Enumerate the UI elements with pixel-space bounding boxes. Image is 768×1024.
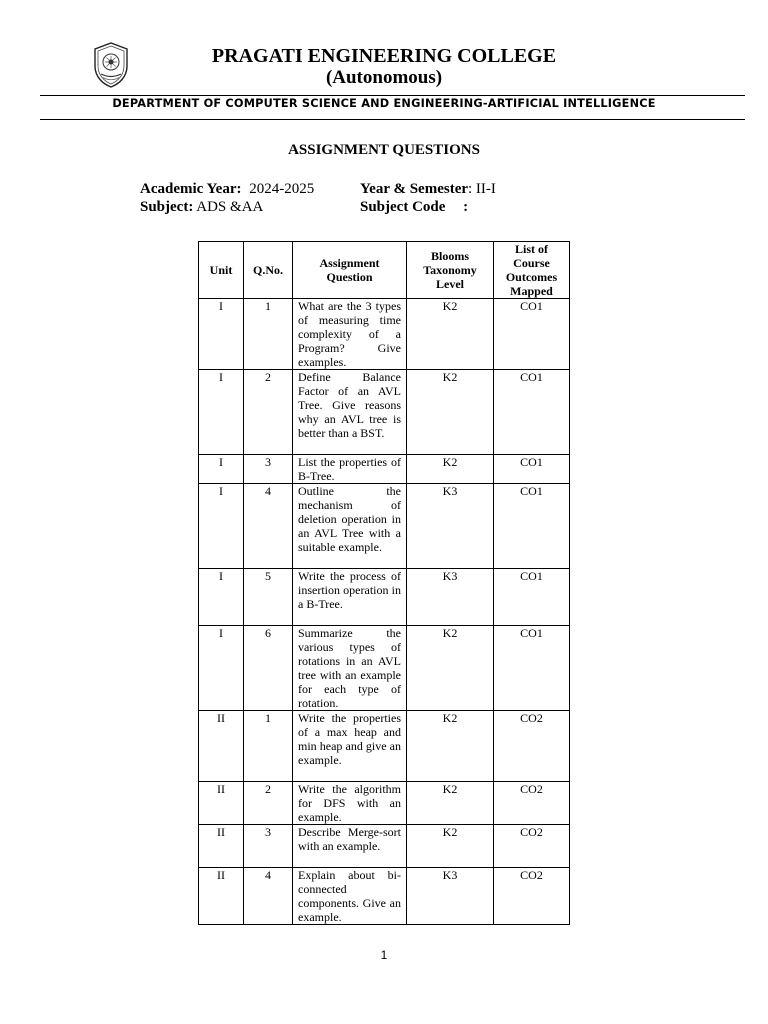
year-semester-label: Year & Semester — [360, 181, 469, 197]
row-course-outcome: CO1 — [494, 370, 570, 455]
row-question: Describe Merge-sort with an example. — [293, 825, 407, 868]
row-course-outcome: CO1 — [494, 569, 570, 626]
table-row — [199, 299, 570, 370]
row-course-outcome: CO1 — [494, 626, 570, 711]
table-row — [199, 868, 570, 925]
row-unit: I — [199, 455, 244, 484]
header-divider-bottom — [40, 119, 745, 120]
row-course-outcome: CO1 — [494, 299, 570, 370]
row-unit: I — [199, 569, 244, 626]
row-qno: 5 — [244, 569, 293, 626]
row-course-outcome: CO1 — [494, 455, 570, 484]
row-qno: 4 — [244, 484, 293, 569]
subject-code — [360, 198, 468, 216]
row-question: Write the algorithm for DFS with an example. — [293, 782, 407, 825]
row-question: List the properties of B-Tree. — [293, 455, 407, 484]
table-row — [199, 370, 570, 455]
row-question: Write the process of insertion operation in a B-Tree. — [293, 569, 407, 626]
row-question: What are the 3 types of measuring time complexity of a Program? Give examples. — [293, 299, 407, 370]
academic-year-label: Academic Year: — [140, 181, 242, 197]
college-name: PRAGATI ENGINEERING COLLEGE — [211, 45, 557, 67]
row-qno: 3 — [244, 455, 293, 484]
row-unit: II — [199, 868, 244, 925]
row-blooms-level: K3 — [407, 868, 494, 925]
academic-year-value: 2024-2025 — [249, 181, 315, 197]
row-qno: 2 — [244, 782, 293, 825]
row-blooms-level: K2 — [407, 825, 494, 868]
table-row — [199, 626, 570, 711]
header-course-outcomes: List of Course Outcomes Mapped — [494, 242, 570, 299]
row-blooms-level: K2 — [407, 782, 494, 825]
row-unit: I — [199, 626, 244, 711]
subject-code-value: : — [463, 199, 469, 215]
header-blooms-level: Blooms Taxonomy Level — [407, 242, 494, 299]
department-name: DEPARTMENT OF COMPUTER SCIENCE AND ENGINEERING-ARTIFICIAL INTELLIGENCE — [112, 97, 656, 110]
row-course-outcome: CO2 — [494, 825, 570, 868]
row-blooms-level: K2 — [407, 370, 494, 455]
assignment-table — [198, 241, 570, 925]
row-blooms-level: K3 — [407, 484, 494, 569]
subject-value: ADS &AA — [196, 199, 264, 215]
table-row — [199, 569, 570, 626]
row-course-outcome: CO2 — [494, 711, 570, 782]
row-unit: I — [199, 370, 244, 455]
row-qno: 1 — [244, 711, 293, 782]
row-question: Summarize the various types of rotations in an AVL tree with an example for each type of rotation. — [293, 626, 407, 711]
row-question: Explain about bi-connected components. Give an example. — [293, 868, 407, 925]
row-qno: 2 — [244, 370, 293, 455]
header-qno: Q.No. — [244, 242, 293, 299]
row-course-outcome: CO1 — [494, 484, 570, 569]
row-blooms-level: K2 — [407, 299, 494, 370]
row-blooms-level: K2 — [407, 455, 494, 484]
academic-year — [140, 180, 314, 198]
document-title: ASSIGNMENT QUESTIONS — [288, 142, 480, 158]
row-blooms-level: K2 — [407, 626, 494, 711]
table-row — [199, 455, 570, 484]
row-blooms-level: K3 — [407, 569, 494, 626]
row-unit: II — [199, 782, 244, 825]
row-question: Write the properties of a max heap and min heap and give an example. — [293, 711, 407, 782]
page-number: 1 — [380, 948, 388, 962]
table-row — [199, 825, 570, 868]
subject-code-label: Subject Code — [360, 199, 446, 215]
row-course-outcome: CO2 — [494, 868, 570, 925]
row-qno: 1 — [244, 299, 293, 370]
table-row — [199, 484, 570, 569]
row-blooms-level: K2 — [407, 711, 494, 782]
subject — [140, 198, 263, 216]
row-course-outcome: CO2 — [494, 782, 570, 825]
row-question: Outline the mechanism of deletion operation in an AVL Tree with a suitable example. — [293, 484, 407, 569]
row-qno: 4 — [244, 868, 293, 925]
subject-label: Subject: — [140, 199, 194, 215]
table-row — [199, 782, 570, 825]
row-qno: 6 — [244, 626, 293, 711]
row-unit: II — [199, 711, 244, 782]
row-unit: I — [199, 484, 244, 569]
year-semester — [360, 180, 496, 198]
table-row — [199, 711, 570, 782]
table-header-row — [199, 242, 570, 299]
year-semester-value: : II-I — [468, 181, 496, 197]
header-question: Assignment Question — [293, 242, 407, 299]
college-status: (Autonomous) — [325, 67, 443, 88]
row-question: Define Balance Factor of an AVL Tree. Give reasons why an AVL tree is better than a BST. — [293, 370, 407, 455]
header-unit: Unit — [199, 242, 244, 299]
row-unit: I — [199, 299, 244, 370]
row-qno: 3 — [244, 825, 293, 868]
row-unit: II — [199, 825, 244, 868]
